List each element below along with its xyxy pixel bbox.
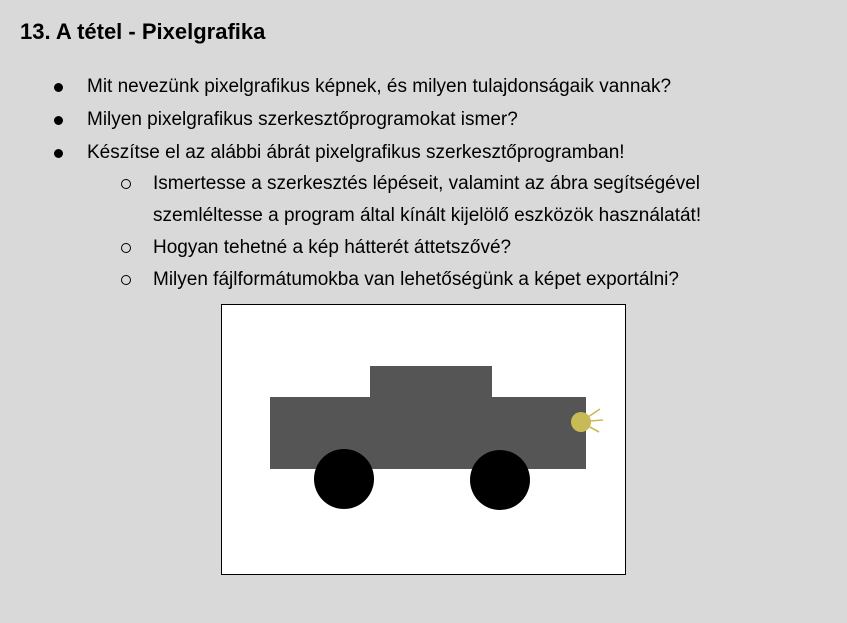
car-figure bbox=[221, 304, 626, 575]
sub-question-item bbox=[0, 232, 847, 264]
front-wheel bbox=[314, 449, 374, 509]
bullet-dot-icon bbox=[54, 83, 63, 92]
question-text: Mit nevezünk pixelgrafikus képnek, és milyen tulajdonságaik vannak? bbox=[87, 76, 672, 97]
bullet-ring-icon bbox=[121, 275, 131, 285]
bullet-dot-icon bbox=[54, 149, 63, 158]
question-item bbox=[0, 103, 847, 136]
question-text: Milyen pixelgrafikus szerkesztőprogramokat ismer? bbox=[87, 109, 518, 130]
question-item bbox=[0, 136, 847, 169]
sub-question-line: Milyen fájlformátumokba van lehetőségünk a képet exportálni? bbox=[153, 269, 679, 290]
bullet-ring-icon bbox=[121, 179, 131, 189]
car-drawing bbox=[222, 305, 625, 574]
sub-question-item bbox=[0, 264, 847, 296]
sub-question-item bbox=[0, 168, 847, 232]
sub-question-line: Hogyan tehetné a kép hátterét áttetszővé? bbox=[153, 237, 512, 258]
bullet-ring-icon bbox=[121, 243, 131, 253]
sub-question-list bbox=[0, 168, 847, 296]
question-list bbox=[0, 70, 847, 169]
question-text: Készítse el az alábbi ábrát pixelgrafikus szerkesztőprogramban! bbox=[87, 142, 625, 163]
question-item bbox=[0, 70, 847, 103]
sub-question-line: Ismertesse a szerkesztés lépéseit, valamint az ábra segítségével bbox=[153, 173, 701, 194]
car-body bbox=[270, 397, 586, 469]
rear-wheel bbox=[470, 450, 530, 510]
car-cabin bbox=[370, 366, 492, 400]
sub-question-line: szemléltesse a program által kínált kijelölő eszközök használatát! bbox=[153, 205, 702, 226]
page-title: 13. A tétel - Pixelgrafika bbox=[20, 19, 266, 44]
bullet-dot-icon bbox=[54, 116, 63, 125]
